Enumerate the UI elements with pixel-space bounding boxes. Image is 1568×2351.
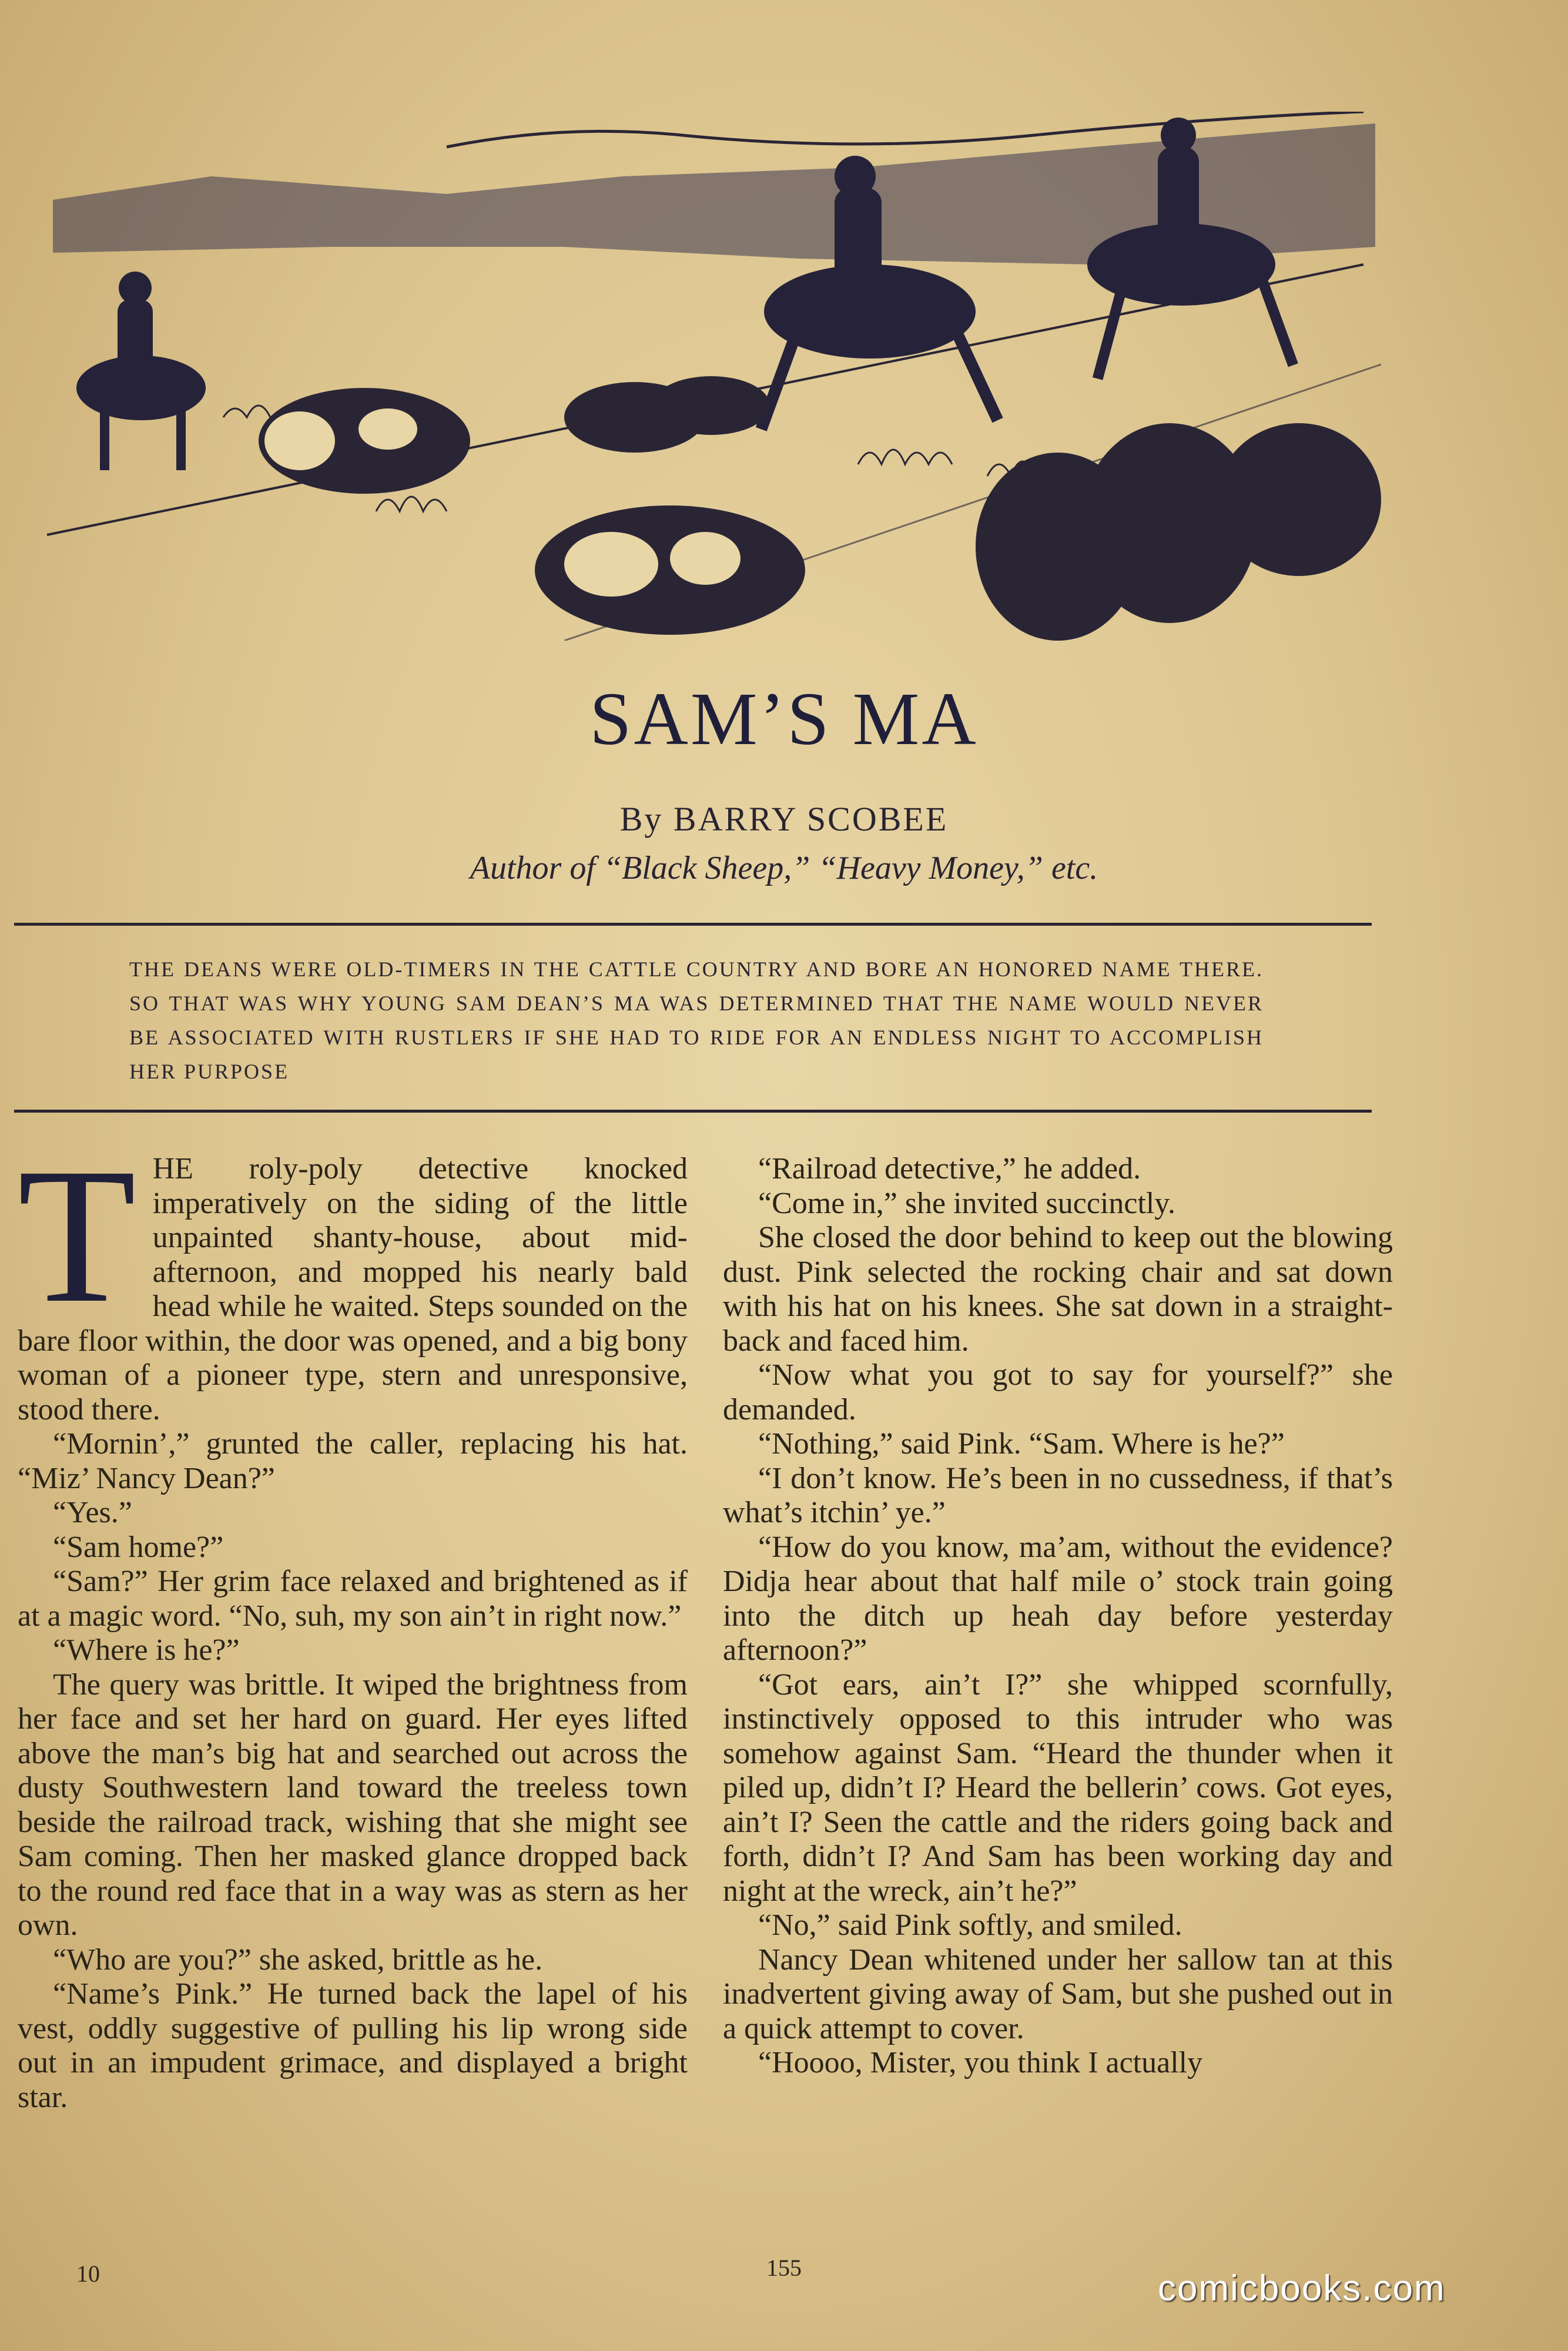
left-column xyxy=(18,1128,688,2115)
cattle-stampede-illustration xyxy=(35,112,1387,641)
drop-cap: T xyxy=(18,1128,136,1343)
paragraph: “How do you know, ma’am, without the evidence? Didja hear about that half mile o’ stock train going into the ditch up heah day before yesterday afternoon?” xyxy=(723,1530,1393,1667)
page-number: 155 xyxy=(766,2255,802,2281)
article-title: SAM’S MA xyxy=(589,677,979,761)
cattle-herd xyxy=(259,376,1381,641)
author-note: Author of “Black Sheep,” “Heavy Money,” etc. xyxy=(470,850,1098,886)
article-byline: By BARRY SCOBEE xyxy=(619,800,949,838)
paragraph: “Name’s Pink.” He turned back the lapel of his vest, oddly suggestive of pulling his lip wrong side out in an impudent grimace, and displayed a bright star. xyxy=(18,1977,688,2114)
paragraph: “I don’t know. He’s been in no cussedness, if that’s what’s itchin’ ye.” xyxy=(723,1461,1393,1529)
paragraph: Nancy Dean whitened under her sallow tan at this inadvertent giving away of Sam, but she pushed out in a quick attempt to cover. xyxy=(723,1943,1393,2045)
paragraph: “Got ears, ain’t I?” she whipped scornfully, instinctively opposed to this intruder who was somehow against Sam. “Heard the thunder when it piled up, didn’t I? Heard the bellerin’ cows. Got eyes, ain’t I? Seen the cattle and the riders going back and forth, didn’t I? And Sam has been working day and night at the wreck, ain’t he?” xyxy=(723,1667,1393,1908)
paragraph: “Yes.” xyxy=(53,1496,132,1529)
signature-mark: 10 xyxy=(76,2260,100,2287)
right-column xyxy=(723,1152,1393,2081)
bottom-rule xyxy=(14,1110,1372,1113)
paragraph: HE roly-poly detective knocked imperatively on the siding of the little unpainted shanty-house, about mid-afternoon, and mopped his nearly bald head while he waited. Steps sounded on the bare floor within, the door was opened, and a big bony woman of a pioneer type, stern and unresponsive, stood there. xyxy=(18,1152,688,1426)
paragraph: She closed the door behind to keep out the blowing dust. Pink selected the rocking chair and sat down with his hat on his knees. She sat down in a straight-back and faced him. xyxy=(723,1221,1393,1358)
paragraph: “Sam?” Her grim face relaxed and brightened as if at a magic word. “No, suh, my son ain’t in right now.” xyxy=(18,1565,688,1633)
paragraph: “Railroad detective,” he added. xyxy=(758,1152,1141,1185)
paragraph: “Mornin’,” grunted the caller, replacing his hat. “Miz’ Nancy Dean?” xyxy=(18,1427,688,1495)
rider-left xyxy=(76,272,206,470)
top-rule xyxy=(14,923,1372,926)
paragraph: “Who are you?” she asked, brittle as he. xyxy=(53,1943,543,1977)
paragraph: “Nothing,” said Pink. “Sam. Where is he?” xyxy=(758,1427,1285,1461)
paragraph: The query was brittle. It wiped the brightness from her face and set her hard on guard. Her eyes lifted above the man’s big hat and searched out across the dusty Southwestern land toward the treeless town beside the railroad track, wishing that she might see Sam coming. Then her masked glance dropped back to the round red face that in a way was as stern as her own. xyxy=(18,1667,688,1942)
paragraph: “Come in,” she invited succinctly. xyxy=(758,1186,1175,1220)
paragraph: “Sam home?” xyxy=(53,1530,224,1564)
paragraph: “Where is he?” xyxy=(53,1633,240,1667)
site-watermark: comicbooks.com xyxy=(1158,2268,1446,2309)
paragraph: “Hoooo, Mister, you think I actually xyxy=(758,2046,1203,2079)
paragraph: “Now what you got to say for yourself?” she demanded. xyxy=(723,1358,1393,1426)
paragraph: “No,” said Pink softly, and smiled. xyxy=(758,1908,1182,1942)
article-blurb: THE DEANS WERE OLD-TIMERS IN THE CATTLE COUNTRY AND BORE AN HONORED NAME THERE. SO THAT WAS WHY YOUNG SAM DEAN’S MA WAS DETERMINED THAT THE NAME WOULD NEVER BE ASSOCIATED WITH RUSTLERS IF SHE HAD TO RIDE FOR AN ENDLESS NIGHT TO ACCOMPLISH HER PURPOSE xyxy=(129,957,1264,1083)
